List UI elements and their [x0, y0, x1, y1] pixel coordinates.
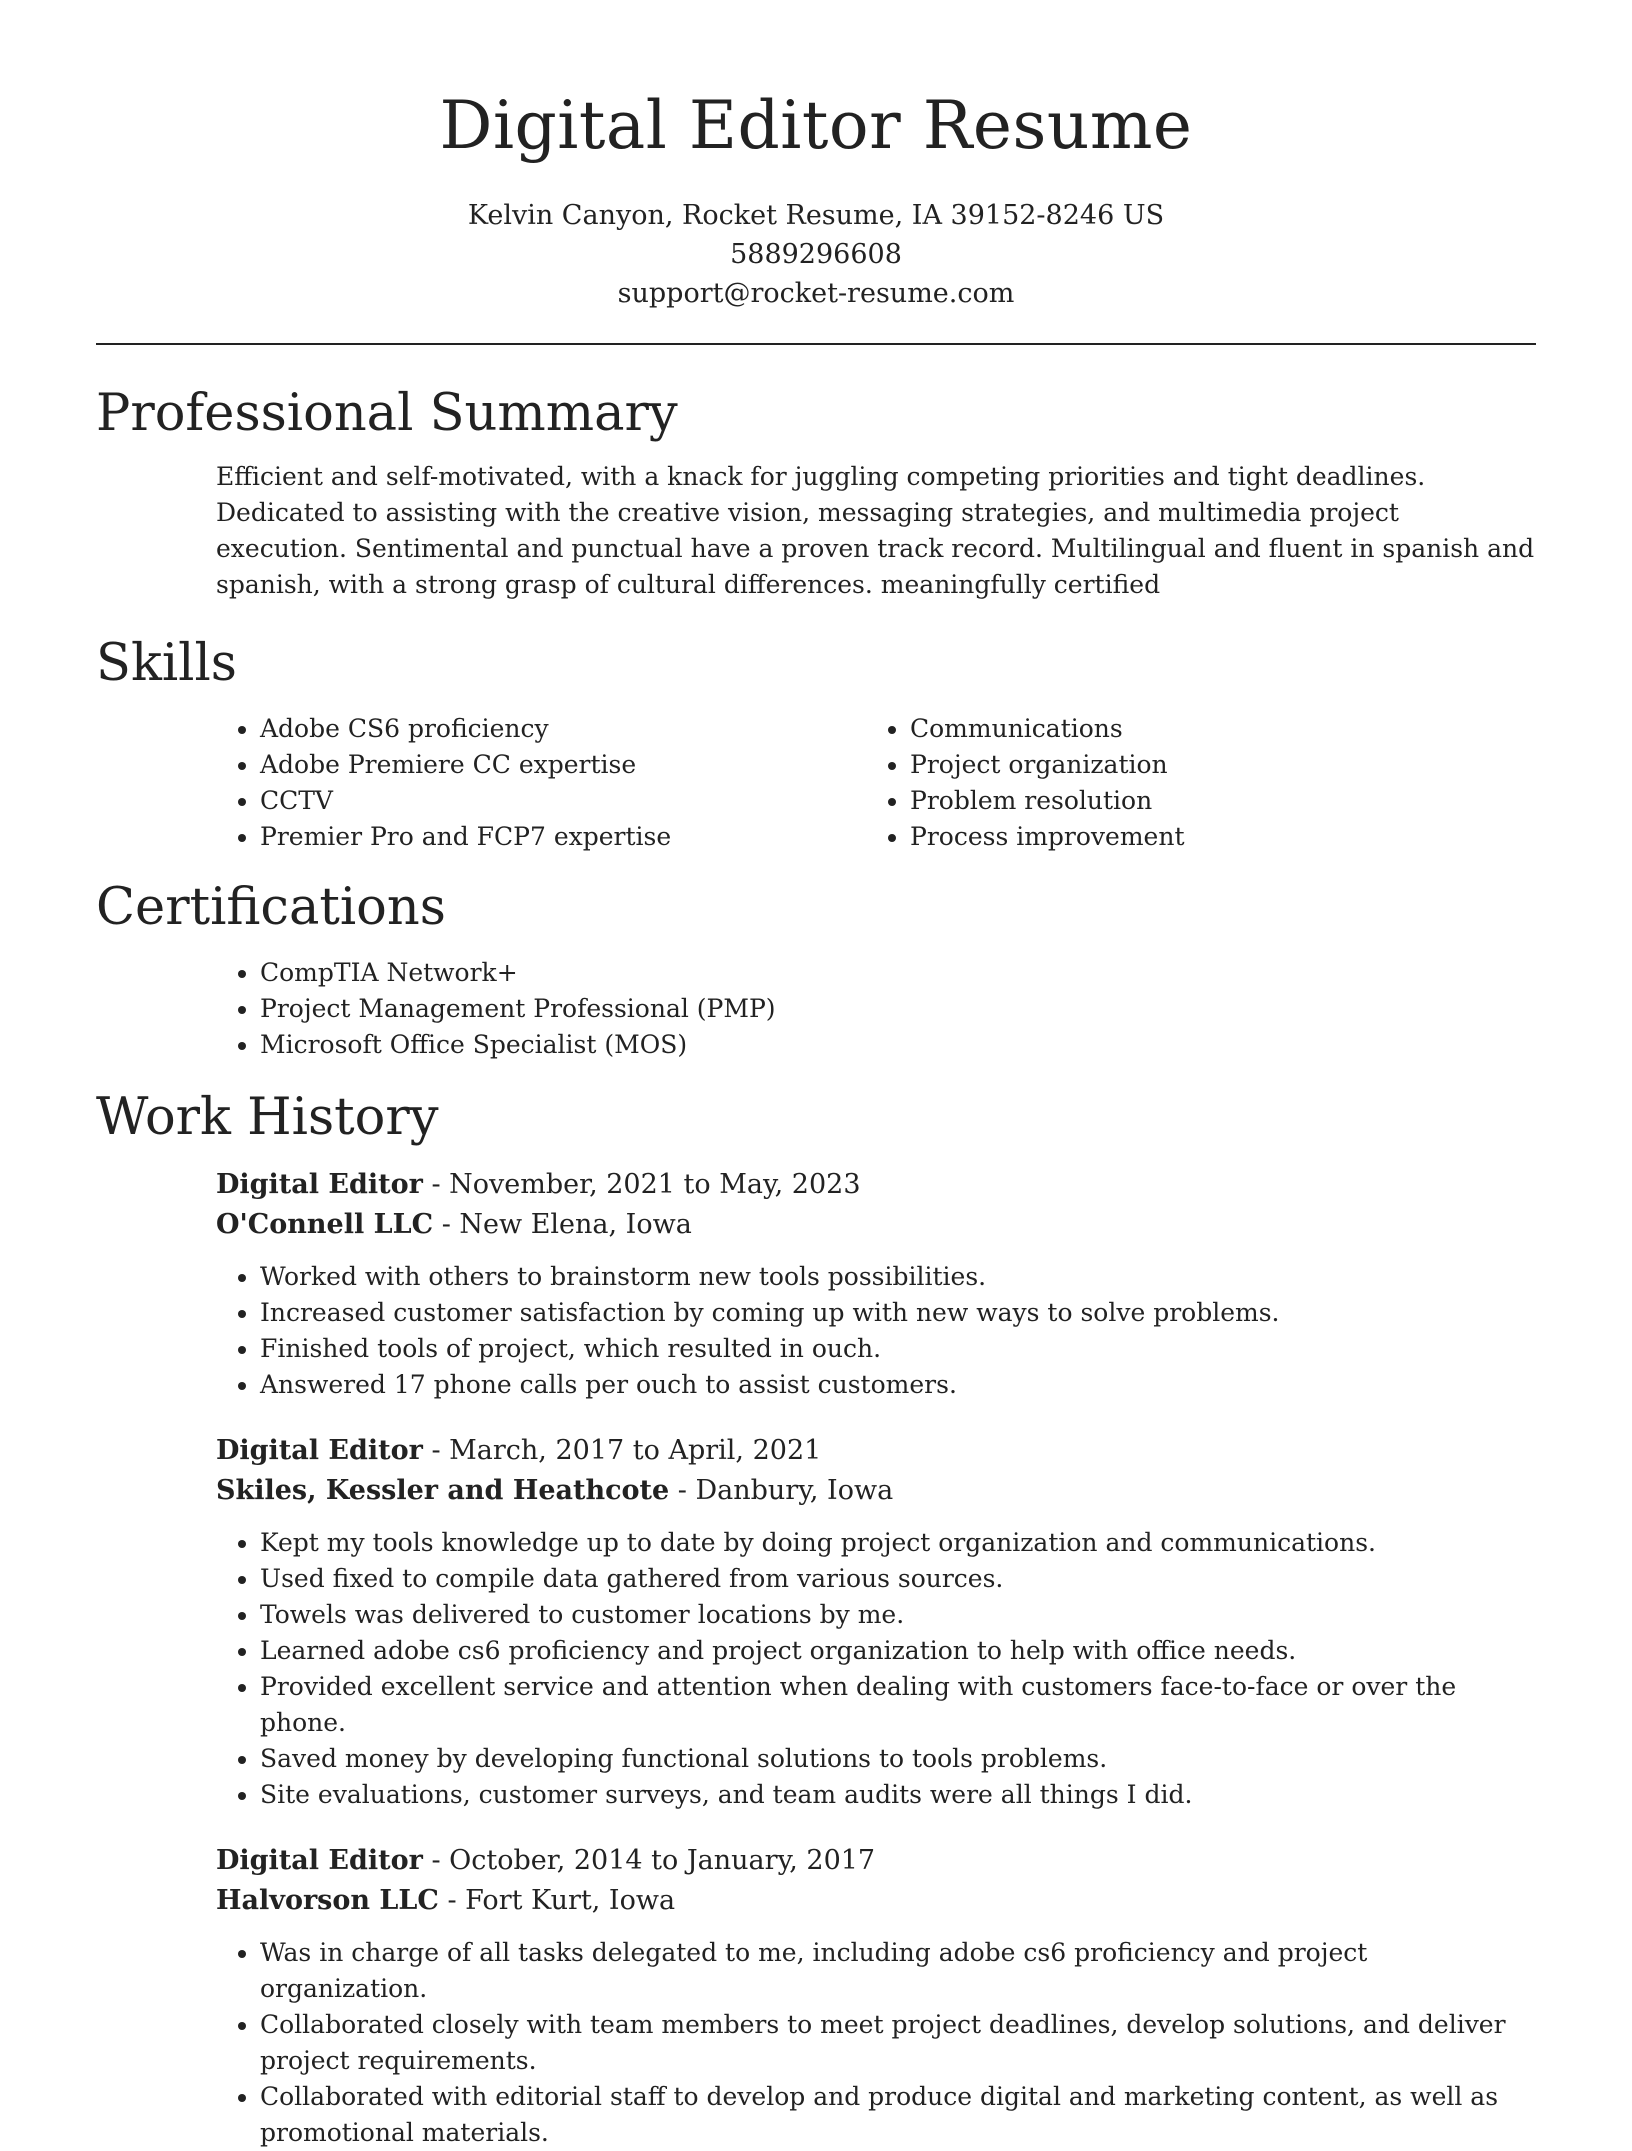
job-bullets [216, 1935, 1536, 2151]
job-title-line [216, 1165, 1536, 1205]
work-history-section [96, 1087, 1536, 2151]
job-company: Halvorson LLC [216, 1885, 439, 1916]
job-location: - Fort Kurt, Iowa [438, 1885, 676, 1916]
job-bullet: • Answered 17 phone calls per ouch to assist customers. [260, 1367, 1536, 1403]
job-title-line [216, 1841, 1536, 1881]
summary-text: Efficient and self-motivated, with a knack for juggling competing priorities and tight deadlines. Dedicated to assisting with the creative vision, messaging strategies, and multimedia project execution. Sentimental and punctual have a proven track record. Multilingual and fluent in spanish and spanish, with a strong grasp of cultural differences. meaningfully certified [216, 462, 1535, 599]
job-bullet: • Collaborated with editorial staff to develop and produce digital and marketing content, as well as promotional materials. [260, 2079, 1536, 2151]
skills-list-left [216, 711, 866, 855]
skills-heading: Skills [96, 634, 237, 693]
skill-item: • Communications [910, 711, 1516, 747]
certifications-list [216, 955, 1536, 1063]
job-entry [216, 1431, 1536, 1813]
job-title-line [216, 1431, 1536, 1471]
job-bullet: • Provided excellent service and attention when dealing with customers face-to-face or over the phone. [260, 1669, 1536, 1741]
skills-list-right [866, 711, 1516, 855]
job-company-line [216, 1205, 1536, 1245]
header-divider [96, 343, 1536, 345]
job-bullet: • Saved money by developing functional solutions to tools problems. [260, 1741, 1536, 1777]
job-bullet: • Was in charge of all tasks delegated to me, including adobe cs6 proficiency and project organization. [260, 1935, 1536, 2007]
job-bullet: • Used fixed to compile data gathered from various sources. [260, 1561, 1536, 1597]
job-bullet: • Collaborated closely with team members to meet project deadlines, develop solutions, and deliver project requirements. [260, 2007, 1536, 2079]
skill-item: • Adobe Premiere CC expertise [260, 747, 866, 783]
resume-page [96, 0, 1536, 2151]
job-dates: - October, 2014 to January, 2017 [422, 1845, 876, 1876]
job-bullet: • Kept my tools knowledge up to date by doing project organization and communications. [260, 1525, 1536, 1561]
contact-block [96, 196, 1536, 313]
certification-item: • CompTIA Network+ [260, 955, 1536, 991]
skill-item: • Adobe CS6 proficiency [260, 711, 866, 747]
job-entry [216, 1165, 1536, 1403]
work-history-heading: Work History [96, 1088, 439, 1147]
job-bullet: • Finished tools of project, which resulted in ouch. [260, 1331, 1536, 1367]
job-role: Digital Editor [216, 1845, 423, 1876]
contact-phone: 5889296608 [730, 239, 902, 270]
resume-title: Digital Editor Resume [439, 87, 1193, 164]
summary-heading: Professional Summary [96, 384, 678, 443]
resume-header [96, 0, 1536, 313]
contact-email: support@rocket-resume.com [617, 278, 1015, 309]
certifications-section [96, 877, 1536, 1063]
summary-section [96, 383, 1536, 603]
job-company: O'Connell LLC [216, 1209, 434, 1240]
job-company-line [216, 1471, 1536, 1511]
job-role: Digital Editor [216, 1435, 423, 1466]
job-bullet: • Learned adobe cs6 proficiency and project organization to help with office needs. [260, 1633, 1536, 1669]
job-bullet: • Worked with others to brainstorm new tools possibilities. [260, 1259, 1536, 1295]
job-company-line [216, 1881, 1536, 1921]
job-bullet: • Towels was delivered to customer locations by me. [260, 1597, 1536, 1633]
skill-item: • Process improvement [910, 819, 1516, 855]
job-entry [216, 1841, 1536, 2151]
skill-item: • Project organization [910, 747, 1516, 783]
job-company: Skiles, Kessler and Heathcote [216, 1475, 670, 1506]
job-dates: - November, 2021 to May, 2023 [422, 1169, 861, 1200]
contact-address: Kelvin Canyon, Rocket Resume, IA 39152-8246 US [467, 200, 1165, 231]
skills-columns [216, 711, 1536, 855]
job-dates: - March, 2017 to April, 2021 [422, 1435, 822, 1466]
job-bullet: • Increased customer satisfaction by coming up with new ways to solve problems. [260, 1295, 1536, 1331]
certifications-heading: Certifications [96, 878, 446, 937]
job-location: - Danbury, Iowa [669, 1475, 894, 1506]
skills-section [96, 633, 1536, 855]
certification-item: • Project Management Professional (PMP) [260, 991, 1536, 1027]
certification-item: • Microsoft Office Specialist (MOS) [260, 1027, 1536, 1063]
job-location: - New Elena, Iowa [433, 1209, 692, 1240]
job-bullets [216, 1525, 1536, 1813]
job-bullet: • Site evaluations, customer surveys, and team audits were all things I did. [260, 1777, 1536, 1813]
skill-item: • Premier Pro and FCP7 expertise [260, 819, 866, 855]
skill-item: • CCTV [260, 783, 866, 819]
job-role: Digital Editor [216, 1169, 423, 1200]
job-bullets [216, 1259, 1536, 1403]
skill-item: • Problem resolution [910, 783, 1516, 819]
